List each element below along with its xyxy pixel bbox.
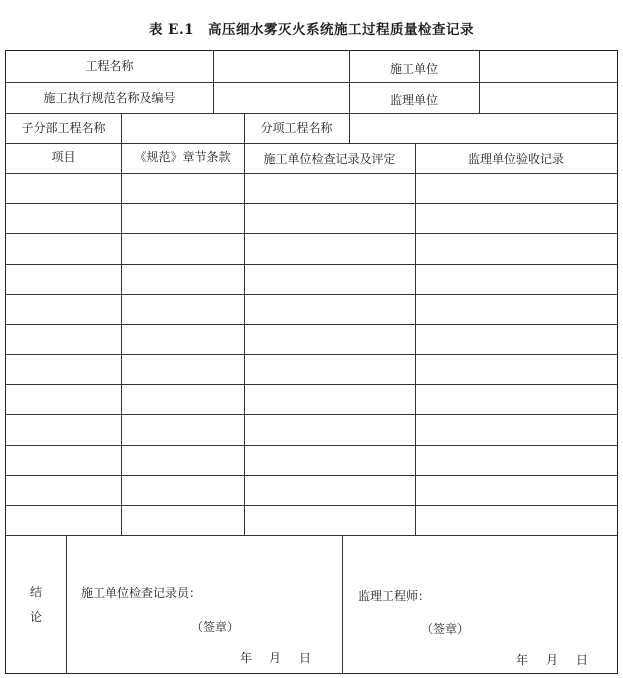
inspector-date-day: 日 [299, 651, 312, 665]
col-divider [342, 535, 343, 673]
column-header-clause: 《规范》章节条款 [134, 150, 231, 164]
row-divider [6, 233, 617, 234]
construction-unit-label: 施工单位 [389, 62, 438, 76]
page-title [0, 18, 623, 38]
col-divider [415, 143, 416, 535]
row-divider [6, 82, 617, 83]
inspection-form [5, 50, 618, 674]
row-divider [6, 143, 617, 144]
item-project-label: 分项工程名称 [260, 121, 333, 135]
engineer-date-month: 月 [546, 653, 559, 667]
table-number: 表 E.1 [148, 22, 195, 38]
row-divider [6, 535, 617, 536]
col-divider [121, 143, 122, 535]
row-divider [6, 324, 617, 325]
row-divider [6, 203, 617, 204]
col-divider [244, 143, 245, 535]
col-divider [121, 113, 122, 143]
row-divider [6, 294, 617, 295]
project-name-label: 工程名称 [85, 59, 134, 73]
sub-project-label: 子分部工程名称 [21, 121, 106, 135]
row-divider [6, 264, 617, 265]
row-divider [6, 445, 617, 446]
conclusion-label-2: 论 [29, 610, 42, 624]
standard-label: 施工执行规范名称及编号 [43, 91, 176, 105]
row-divider [6, 354, 617, 355]
inspector-seal[interactable]: （签章） [191, 620, 240, 634]
col-divider [66, 535, 67, 673]
row-divider [6, 113, 617, 114]
row-divider [6, 173, 617, 174]
conclusion-label-1: 结 [29, 585, 42, 599]
supervision-unit-label: 监理单位 [389, 93, 438, 107]
engineer-date-year: 年 [516, 653, 529, 667]
row-divider [6, 475, 617, 476]
row-divider [6, 384, 617, 385]
column-header-construction-record: 施工单位检查记录及评定 [263, 152, 396, 166]
inspector-date-year: 年 [240, 651, 253, 665]
col-divider [349, 113, 350, 143]
inspector-date-month: 月 [269, 651, 282, 665]
engineer-seal[interactable]: （签章） [421, 622, 470, 636]
col-divider [213, 51, 214, 113]
inspector-signature-label: 施工单位检查记录员： [81, 586, 202, 600]
row-divider [6, 414, 617, 415]
engineer-date-day: 日 [576, 653, 589, 667]
table-title: 高压细水雾灭火系统施工过程质量检查记录 [208, 22, 475, 38]
row-divider [6, 505, 617, 506]
column-header-item: 项目 [51, 150, 76, 164]
column-header-supervision-record: 监理单位验收记录 [467, 152, 564, 166]
col-divider [479, 51, 480, 113]
engineer-signature-label: 监理工程师： [358, 589, 431, 603]
